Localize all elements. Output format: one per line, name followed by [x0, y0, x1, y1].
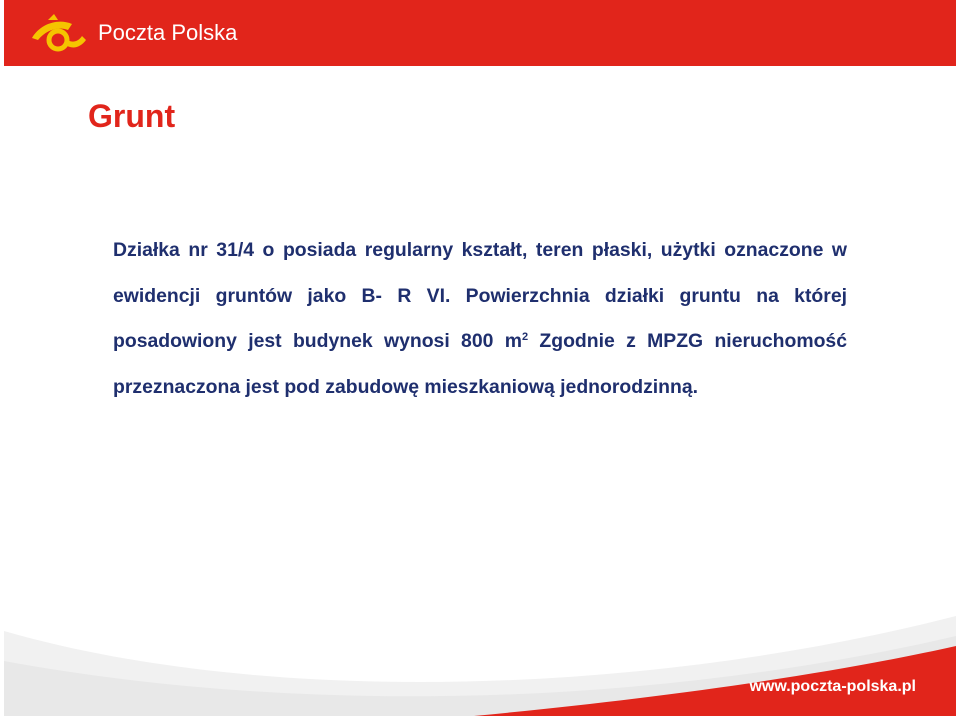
- body-paragraph: [113, 228, 847, 410]
- footer-swoosh: [4, 576, 956, 716]
- header-bar: [4, 0, 956, 66]
- brand-name: Poczta Polska: [98, 20, 238, 45]
- body-text-part1: Działka nr 31/4 o posiada regularny kształt, teren płaski, użytki oznaczone w ewidencji gruntów jako B- R VI. Powierzchnia działki gruntu na której posadowiony jest budynek wynosi 800 m: [113, 239, 847, 352]
- page-title: Grunt: [88, 98, 176, 134]
- poczta-polska-horn-icon: [28, 10, 90, 56]
- footer-url-link[interactable]: www.poczta-polska.pl: [749, 678, 916, 695]
- body-text-part2: Zgodnie z MPZG nieruchomość przeznaczona jest pod zabudowę mieszkaniową jednorodzinną.: [113, 330, 847, 398]
- area-unit-superscript: 2: [521, 331, 529, 343]
- brand-logo[interactable]: [28, 10, 268, 56]
